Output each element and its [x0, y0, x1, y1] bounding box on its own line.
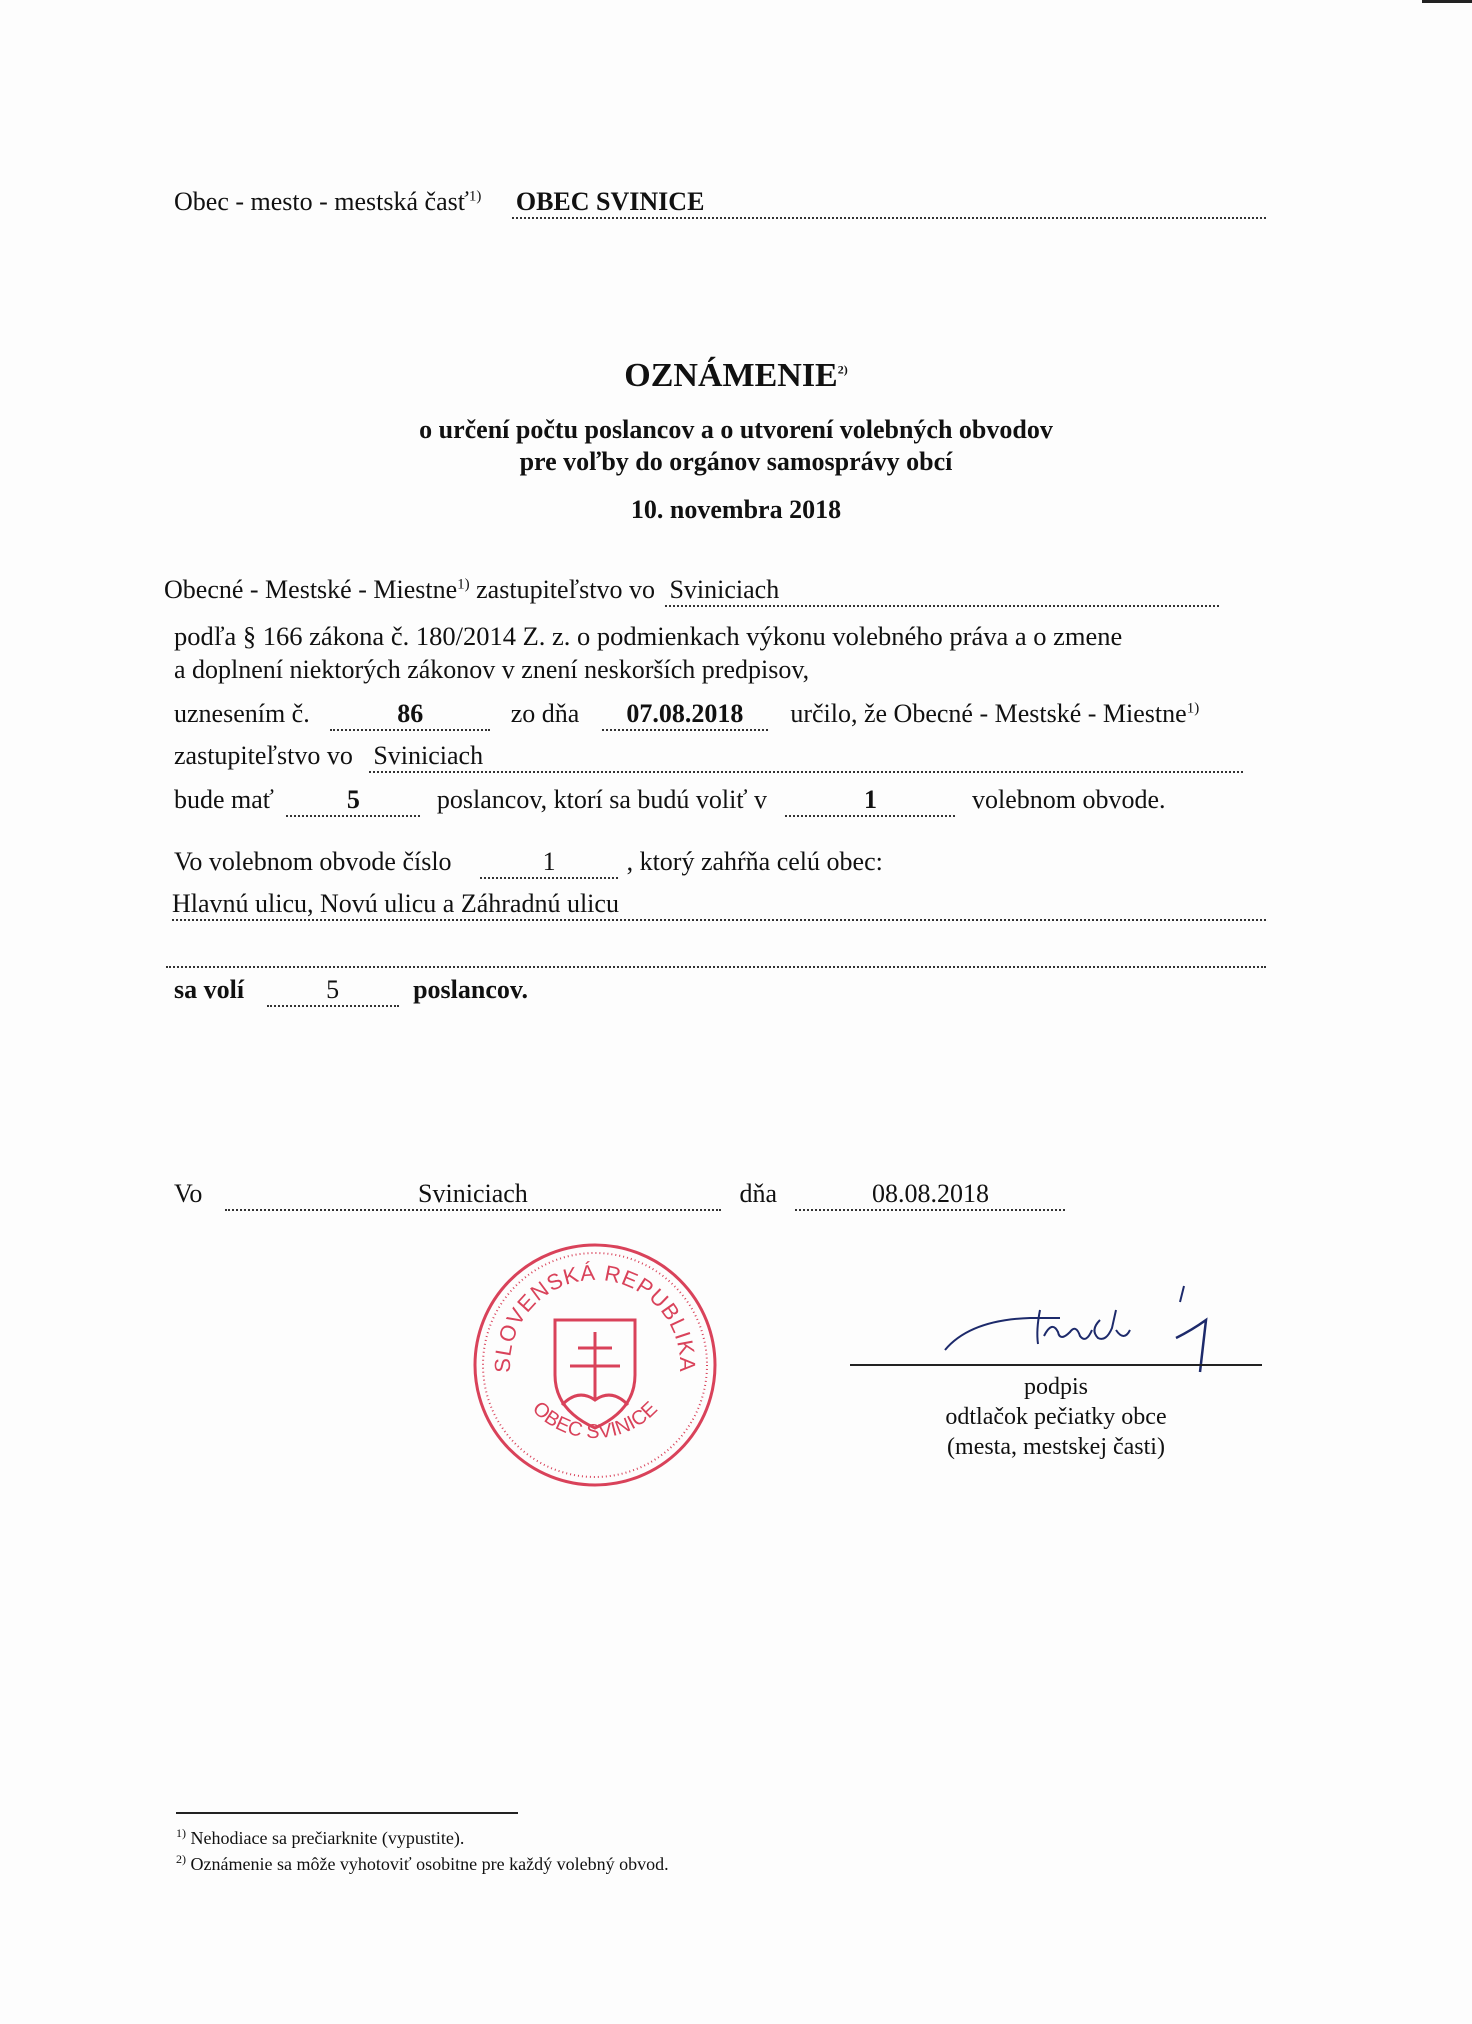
stamp-label: odtlačok pečiatky obce [945, 1404, 1167, 1430]
signing-place: Sviniciach [418, 1179, 528, 1208]
streets-field [172, 889, 1266, 921]
district-number-field [480, 847, 618, 879]
district-row [174, 846, 883, 879]
deputies-row [174, 784, 1166, 817]
law-line-2: a doplnení niektorých zákonov v znení neskorších predpisov, [174, 655, 810, 684]
council-place: Sviniciach [669, 575, 780, 604]
council2-place: Sviniciach [373, 741, 484, 770]
determined-label: určilo, že Obecné - Mestské - Miestne [790, 699, 1187, 728]
signing-date-field [795, 1179, 1065, 1211]
footnote-2-mark: 2) [176, 1852, 186, 1866]
municipality-header [174, 186, 1266, 219]
stamp-label-detail: (mesta, mestskej časti) [947, 1434, 1165, 1460]
district-covers-label: , ktorý zahŕňa celú obec: [626, 847, 883, 876]
deputies-label: poslancov, ktorí sa budú voliť v [436, 785, 767, 814]
municipality-name: OBEC SVINICE [515, 187, 705, 216]
footnote-ref: 1) [1186, 700, 1200, 717]
elected-label: sa volí [174, 975, 245, 1004]
district-number: 1 [542, 847, 556, 876]
stamp-bottom-text: OBEC SVINICE [528, 1397, 662, 1444]
resolution-date: 07.08.2018 [626, 699, 744, 728]
elected-count-field [267, 975, 399, 1007]
document-title [0, 356, 1472, 396]
footnote-ref: 1) [468, 188, 482, 205]
resolution-date-field [602, 699, 768, 731]
coat-of-arms-icon [555, 1320, 635, 1428]
municipality-label: Obec - mesto - mestská časť [174, 187, 469, 216]
districts-label: volebnom obvode. [971, 785, 1166, 814]
signing-date: 08.08.2018 [871, 1179, 989, 1208]
title-footnote-ref: 2) [837, 362, 848, 377]
signing-place-field [225, 1179, 721, 1211]
council2-row [174, 740, 1243, 773]
signature-label: podpis [1023, 1374, 1088, 1400]
streets-row [172, 888, 1266, 921]
title-subline-1: o určení počtu poslancov a o utvorení volebných obvodov [419, 415, 1053, 444]
resolution-date-label: zo dňa [510, 699, 580, 728]
footnote-2 [176, 1852, 669, 1876]
districts-count-field [785, 785, 955, 817]
resolution-row [174, 698, 1199, 731]
blank-dotted-line [166, 966, 1266, 968]
deputies-count: 5 [346, 785, 360, 814]
official-stamp [470, 1240, 720, 1490]
council-label: Obecné - Mestské - Miestne [164, 575, 458, 604]
council2-label: zastupiteľstvo vo [174, 741, 353, 770]
signing-place-label: Vo [174, 1179, 203, 1208]
resolution-number: 86 [397, 699, 424, 728]
signing-date-label: dňa [739, 1179, 777, 1208]
footnote-1 [176, 1826, 464, 1850]
elected-row [174, 974, 528, 1007]
deputies-count-field [286, 785, 420, 817]
footnote-rule [176, 1812, 518, 1814]
title-main: OZNÁMENIE [624, 357, 838, 394]
footnote-1-mark: 1) [176, 1826, 186, 1840]
title-subline-2: pre voľby do orgánov samosprávy obcí [519, 447, 953, 476]
will-have-label: bude mať [174, 785, 274, 814]
signature-line [850, 1364, 1262, 1366]
council-row [164, 574, 1219, 607]
council2-place-field [369, 741, 1243, 773]
elected-suffix: poslancov. [413, 975, 528, 1004]
law-line-1: podľa § 166 zákona č. 180/2014 Z. z. o podmienkach výkonu volebného práva a o zmene [174, 621, 1123, 651]
election-date: 10. novembra 2018 [630, 495, 842, 524]
signing-row [174, 1178, 1065, 1211]
council-label-2: zastupiteľstvo vo [476, 575, 655, 604]
resolution-number-field [330, 699, 490, 731]
scan-edge-mark [1422, 0, 1472, 3]
footnote-1-text: Nehodiace sa prečiarknite (vypustite). [190, 1828, 465, 1848]
footnote-ref: 1) [457, 576, 470, 593]
elected-count: 5 [326, 975, 340, 1004]
stamp-top-text: SLOVENSKÁ REPUBLIKA [489, 1259, 701, 1373]
streets-value: Hlavnú ulicu, Novú ulicu a Záhradnú ulicu [172, 889, 619, 918]
council-place-field [665, 575, 1219, 607]
footnote-2-text: Oznámenie sa môže vyhotoviť osobitne pre každý volebný obvod. [190, 1854, 669, 1874]
districts-count: 1 [863, 785, 877, 814]
municipality-value [512, 187, 1266, 219]
resolution-label: uznesením č. [174, 699, 310, 728]
district-label: Vo volebnom obvode číslo [174, 847, 452, 876]
